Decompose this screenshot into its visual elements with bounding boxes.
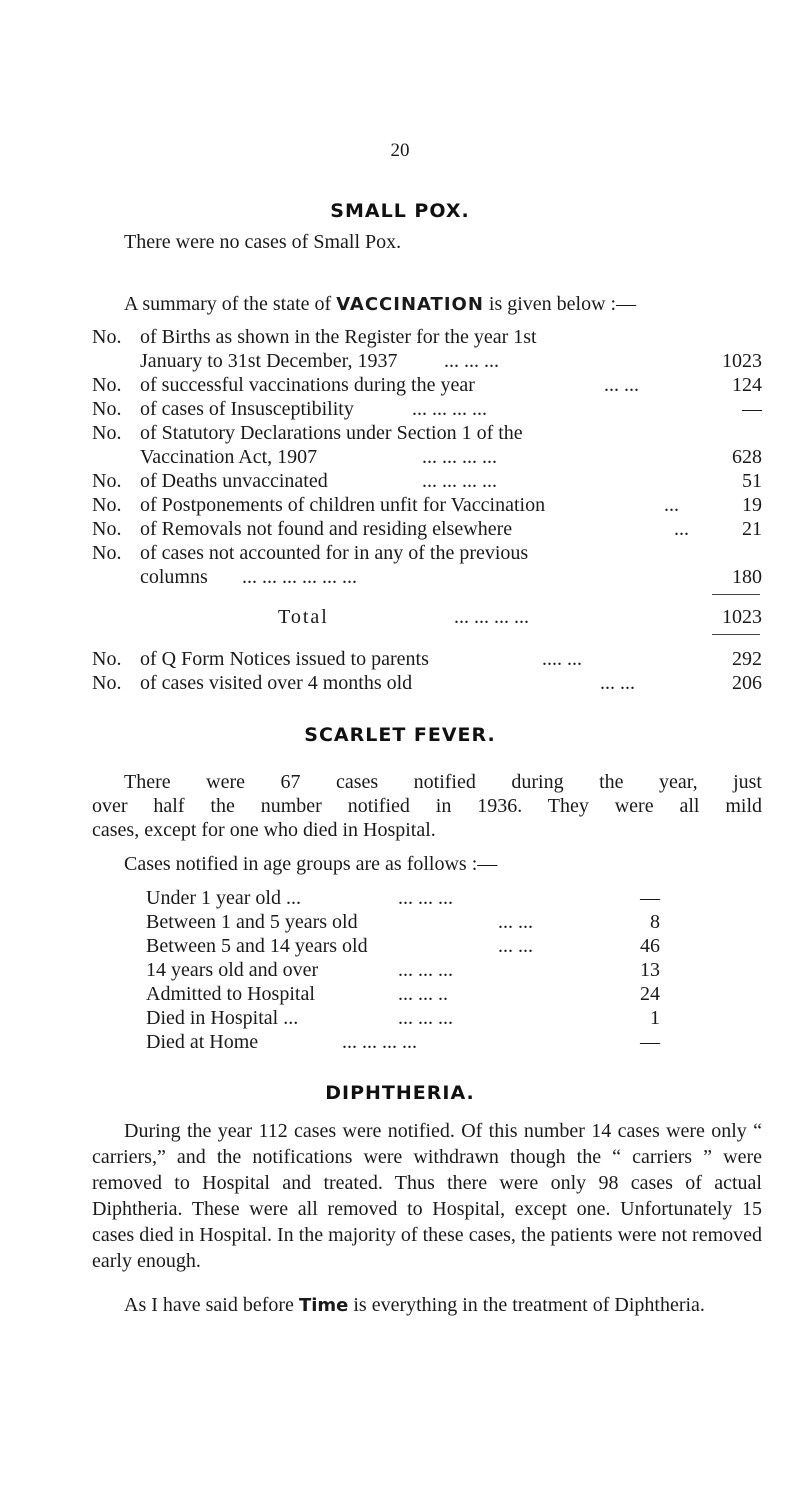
age-label: Between 5 and 14 years old	[146, 935, 368, 957]
vaccination-intro	[124, 292, 636, 317]
scarlet-para1-line2: over half the number notified in 1936. They were all mild	[92, 795, 762, 817]
age-dots: ... ...	[498, 935, 533, 957]
age-dots: ... ... ..	[398, 983, 448, 1005]
age-value: 46	[640, 935, 660, 957]
age-dots: ... ...	[498, 911, 533, 933]
time-keyword: Time	[298, 1295, 349, 1316]
row-line2: January to 31st December, 1937	[140, 350, 398, 372]
age-label: Died in Hospital ...	[146, 1007, 299, 1029]
age-value: 1	[650, 1007, 660, 1029]
total-dots: ... ... ... ...	[454, 606, 529, 628]
row-value: 21	[742, 518, 762, 540]
age-label: 14 years old and over	[146, 959, 319, 981]
age-dots: ... ... ...	[398, 959, 453, 981]
small-pox-heading: SMALL POX.	[330, 200, 470, 222]
row-value: 180	[732, 566, 762, 588]
vaccination-intro-after: is given below :—	[488, 293, 637, 315]
age-value: —	[640, 1031, 660, 1053]
row-value: 51	[742, 470, 762, 492]
row-dots: ... ... ... ...	[422, 446, 497, 468]
age-value: 13	[640, 959, 660, 981]
row-dots: ... ... ... ... ... ...	[242, 566, 357, 588]
row-prefix: No.	[92, 648, 122, 670]
total-rule-bottom	[712, 634, 760, 635]
row-dots: ... ...	[604, 374, 639, 396]
vaccination-keyword: VACCINATION	[336, 294, 484, 315]
total-label: Total	[278, 606, 329, 628]
row-text: of Q Form Notices issued to parents	[140, 648, 429, 670]
row-dots: ... ... ...	[444, 350, 499, 372]
age-dots: ... ... ...	[398, 1007, 453, 1029]
small-pox-text: There were no cases of Small Pox.	[124, 231, 402, 253]
row-dots: ... ... ... ...	[412, 398, 487, 420]
diphtheria-para2-after: is everything in the treatment of Diphtheria.	[353, 1294, 705, 1316]
row-dots: ...	[674, 518, 689, 540]
row-dots: ... ... ... ...	[422, 470, 497, 492]
row-value: 19	[742, 494, 762, 516]
row-line1: of cases of Insusceptibility	[140, 398, 354, 420]
row-value: 1023	[722, 350, 762, 372]
diphtheria-para2-before: As I have said before	[124, 1294, 294, 1316]
diphtheria-para2	[92, 1292, 762, 1319]
scarlet-fever-heading: SCARLET FEVER.	[304, 724, 496, 746]
row-line1: of successful vaccinations during the year	[140, 374, 475, 396]
row-line2: columns	[140, 566, 208, 588]
row-dots: .... ...	[542, 648, 582, 670]
scarlet-para2: Cases notified in age groups are as follows :—	[124, 853, 498, 875]
row-line1: of cases not accounted for in any of the previous	[140, 542, 529, 564]
row-line1: of Statutory Declarations under Section 1 of the	[140, 422, 523, 444]
age-value: 8	[650, 911, 660, 933]
row-prefix: No.	[92, 494, 122, 516]
diphtheria-heading: DIPHTHERIA.	[325, 1082, 475, 1104]
row-value: 292	[732, 648, 762, 670]
page-number: 20	[390, 140, 410, 161]
row-prefix: No.	[92, 398, 122, 420]
age-label: Under 1 year old ...	[146, 887, 301, 909]
row-value: 628	[732, 446, 762, 468]
scarlet-para1-line3: cases, except for one who died in Hospital.	[92, 819, 436, 841]
scarlet-para1-line1: There were 67 cases notified during the year, just	[124, 771, 762, 793]
row-dots: ...	[664, 494, 679, 516]
row-dots: ... ...	[600, 672, 635, 694]
age-label: Admitted to Hospital	[146, 983, 315, 1005]
row-prefix: No.	[92, 470, 122, 492]
row-prefix: No.	[92, 542, 122, 564]
age-value: —	[640, 887, 660, 909]
row-prefix: No.	[92, 422, 122, 444]
age-label: Between 1 and 5 years old	[146, 911, 358, 933]
row-value: 124	[732, 374, 762, 396]
row-text: of cases visited over 4 months old	[140, 672, 413, 694]
age-dots: ... ... ... ...	[342, 1031, 417, 1053]
row-line1: of Deaths unvaccinated	[140, 470, 328, 492]
total-rule-top	[712, 594, 760, 595]
row-value: 206	[732, 672, 762, 694]
age-value: 24	[640, 983, 660, 1005]
total-value: 1023	[722, 606, 762, 628]
row-prefix: No.	[92, 518, 122, 540]
age-dots: ... ... ...	[398, 887, 453, 909]
row-value: —	[742, 398, 762, 420]
row-line2: Vaccination Act, 1907	[140, 446, 318, 468]
row-prefix: No.	[92, 326, 122, 348]
row-line1: of Births as shown in the Register for the year 1st	[140, 326, 537, 348]
vaccination-intro-before: A summary of the state of	[124, 293, 332, 315]
row-prefix: No.	[92, 672, 122, 694]
row-line1: of Removals not found and residing elsewhere	[140, 518, 513, 540]
row-prefix: No.	[92, 374, 122, 396]
row-line1: of Postponements of children unfit for Vaccination	[140, 494, 546, 516]
diphtheria-para1: During the year 112 cases were notified. Of this number 14 cases were only “ carriers,” and the notifications were withdrawn though the “ carriers ” were removed to Hospital and treated. Thus there were only 98 cases of actual Diphtheria. These were all removed to Hospital, except one. Unfortunately 15 cases died in Hospital. In the majority of these cases, the patients were not removed early enough.	[92, 1120, 762, 1272]
age-label: Died at Home	[146, 1031, 259, 1053]
